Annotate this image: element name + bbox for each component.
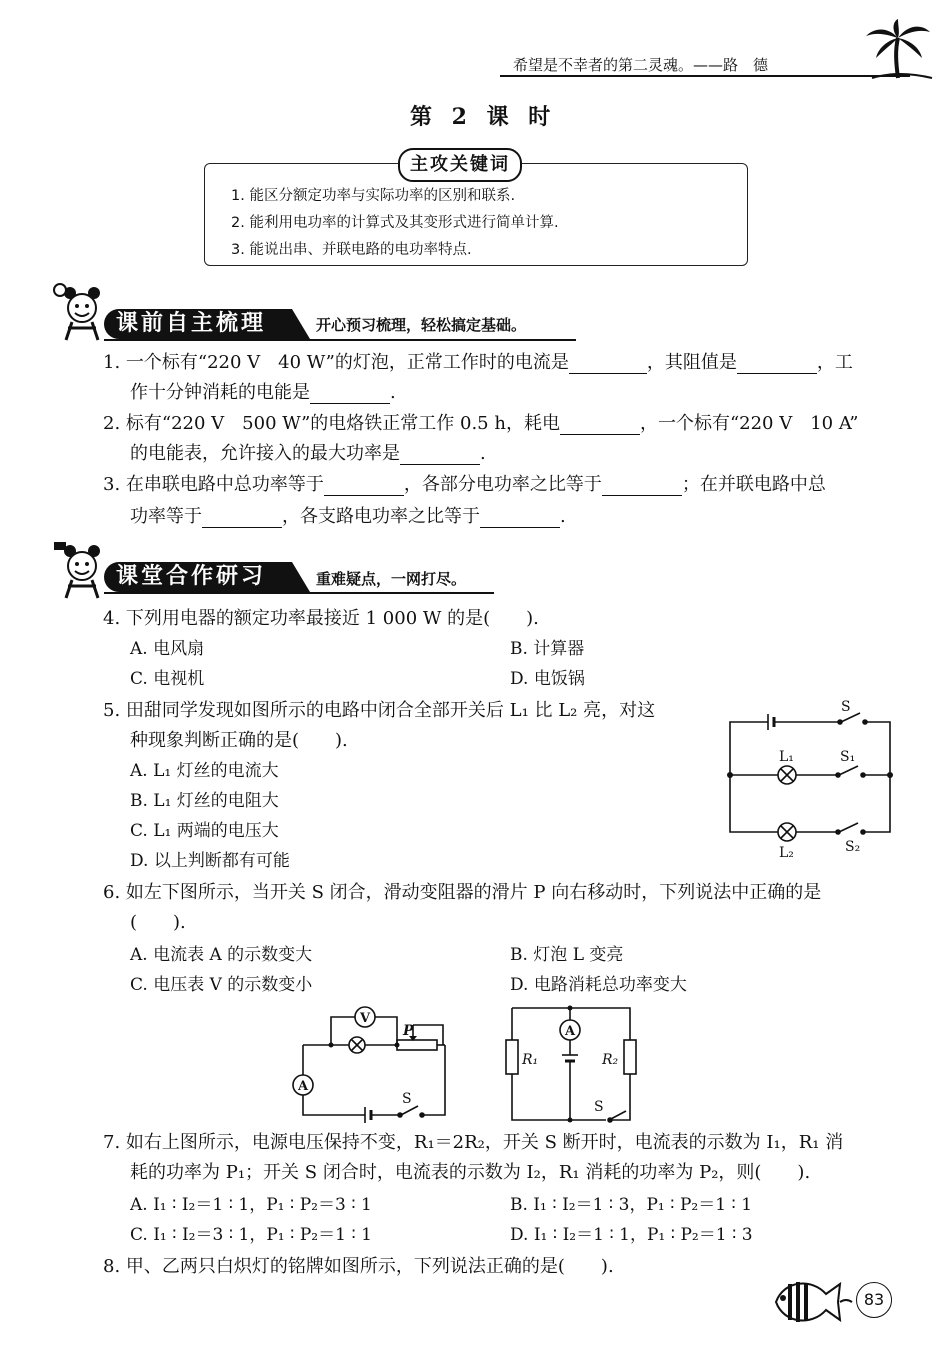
label-a: A xyxy=(565,1024,576,1039)
option-c[interactable]: C. 电压表 V 的示数变小 xyxy=(130,975,313,995)
question-7: 7. 如右上图所示，电源电压保持不变，R₁＝2R₂，开关 S 断开时，电流表的示数为 I₁，R₁ 消 xyxy=(103,1132,844,1153)
option-c[interactable]: C. I₁ ∶ I₂＝3 ∶ 1，P₁ ∶ P₂＝1 ∶ 1 xyxy=(130,1225,372,1245)
option-b[interactable]: B. L₁ 灯丝的电阻大 xyxy=(130,791,279,811)
option-a[interactable]: A. L₁ 灯丝的电流大 xyxy=(130,761,279,781)
question-5-cont: 种现象判断正确的是( ). xyxy=(130,730,348,751)
section-rule xyxy=(104,339,576,341)
q3-text: ；在并联电路中总 xyxy=(681,474,826,495)
answer-blank[interactable] xyxy=(737,355,817,374)
objectives-badge: 主攻关键词 xyxy=(398,148,522,182)
banner-tail xyxy=(284,309,314,339)
q2-text: 2. 标有“220 V 500 W”的电烙铁正常工作 0.5 h，耗电 xyxy=(103,413,560,434)
answer-blank[interactable] xyxy=(569,355,647,374)
objective-item: 3. 能说出串、并联电路的电功率特点. xyxy=(231,242,472,258)
label-s: S xyxy=(594,1099,604,1115)
label-r2: R₂ xyxy=(602,1052,619,1068)
label-v: V xyxy=(360,1011,371,1026)
answer-blank[interactable] xyxy=(202,509,282,528)
q2-text: 的电能表，允许接入的最大功率是 xyxy=(130,443,400,464)
page-number: 83 xyxy=(856,1282,892,1318)
option-d[interactable]: D. 电路消耗总功率变大 xyxy=(510,975,687,995)
section-rule xyxy=(104,592,494,594)
mascot-icon xyxy=(52,282,112,344)
section-subtitle-class: 重难疑点，一网打尽。 xyxy=(316,570,467,588)
fish-icon xyxy=(768,1272,858,1332)
option-c[interactable]: C. L₁ 两端的电压大 xyxy=(130,821,279,841)
question-6-cont: ( ). xyxy=(130,912,186,933)
option-a[interactable]: A. 电流表 A 的示数变大 xyxy=(130,945,313,965)
section-subtitle-preview: 开心预习梳理，轻松搞定基础。 xyxy=(316,316,527,334)
question-1-cont xyxy=(130,382,396,404)
section-banner-class: 课堂合作研习 xyxy=(104,562,284,592)
q1-text: ，其阻值是 xyxy=(646,352,737,373)
answer-blank[interactable] xyxy=(602,477,682,496)
label-l1: L₁ xyxy=(779,749,794,765)
q2-text: ，一个标有“220 V 10 A” xyxy=(639,413,859,434)
q1-text: ，工 xyxy=(816,352,853,373)
answer-blank[interactable] xyxy=(400,446,480,465)
answer-blank[interactable] xyxy=(324,477,404,496)
q3-text: ，各部分电功率之比等于 xyxy=(403,474,602,495)
option-d[interactable]: D. 电饭锅 xyxy=(510,669,585,689)
circuit-figure-q7 xyxy=(500,1000,645,1125)
q1-text: . xyxy=(390,382,396,403)
question-5: 5. 田甜同学发现如图所示的电路中闭合全部开关后 L₁ 比 L₂ 亮，对这 xyxy=(103,700,656,721)
option-b[interactable]: B. 计算器 xyxy=(510,639,585,659)
option-d[interactable]: D. I₁ ∶ I₂＝1 ∶ 1，P₁ ∶ P₂＝1 ∶ 3 xyxy=(510,1225,753,1245)
q3-text: ，各支路电功率之比等于 xyxy=(282,506,480,527)
circuit-figure-q6 xyxy=(285,1005,460,1125)
q2-text: . xyxy=(480,443,486,464)
objective-item: 2. 能利用电功率的计算式及其变形式进行简单计算. xyxy=(231,215,559,231)
mascot-icon xyxy=(52,540,112,602)
label-p: P xyxy=(403,1023,414,1039)
q3-text: 功率等于 xyxy=(130,506,202,527)
option-b[interactable]: B. I₁ ∶ I₂＝1 ∶ 3，P₁ ∶ P₂＝1 ∶ 1 xyxy=(510,1195,753,1215)
answer-blank[interactable] xyxy=(560,416,640,435)
label-r1: R₁ xyxy=(522,1052,539,1068)
answer-blank[interactable] xyxy=(310,385,390,404)
question-8: 8. 甲、乙两只白炽灯的铭牌如图所示，下列说法正确的是( ). xyxy=(103,1256,614,1277)
page-title: 第 2 课 时 xyxy=(410,104,557,130)
question-2 xyxy=(103,413,858,435)
question-3-cont xyxy=(130,506,566,528)
question-1 xyxy=(103,352,853,374)
question-4: 4. 下列用电器的额定功率最接近 1 000 W 的是( ). xyxy=(103,608,539,629)
option-a[interactable]: A. I₁ ∶ I₂＝1 ∶ 1，P₁ ∶ P₂＝3 ∶ 1 xyxy=(130,1195,372,1215)
objective-item: 1. 能区分额定功率与实际功率的区别和联系. xyxy=(231,188,516,204)
label-l2: L₂ xyxy=(779,845,794,861)
label-s: S xyxy=(841,699,851,715)
header-quote: 希望是不幸者的第二灵魂。——路 德 xyxy=(513,56,769,74)
option-d[interactable]: D. 以上判断都有可能 xyxy=(130,851,290,871)
label-s2: S₂ xyxy=(845,839,861,855)
banner-tail xyxy=(284,562,314,592)
circuit-figure-q5 xyxy=(720,695,900,863)
q3-text: 3. 在串联电路中总功率等于 xyxy=(103,474,324,495)
option-b[interactable]: B. 灯泡 L 变亮 xyxy=(510,945,624,965)
q1-text: 作十分钟消耗的电能是 xyxy=(130,382,310,403)
q1-text: 1. 一个标有“220 V 40 W”的灯泡，正常工作时的电流是 xyxy=(103,352,569,373)
answer-blank[interactable] xyxy=(480,509,560,528)
question-2-cont xyxy=(130,443,486,465)
label-s1: S₁ xyxy=(840,749,856,765)
option-a[interactable]: A. 电风扇 xyxy=(130,639,205,659)
question-6: 6. 如左下图所示，当开关 S 闭合，滑动变阻器的滑片 P 向右移动时，下列说法中正确的是 xyxy=(103,882,822,903)
option-c[interactable]: C. 电视机 xyxy=(130,669,205,689)
palm-tree-icon xyxy=(862,18,934,80)
header-rule xyxy=(500,75,910,77)
question-7-cont: 耗的功率为 P₁；开关 S 闭合时，电流表的示数为 I₂，R₁ 消耗的功率为 P₂，则( ). xyxy=(130,1162,811,1183)
q3-text: . xyxy=(560,506,566,527)
section-banner-preview: 课前自主梳理 xyxy=(104,309,284,339)
label-s: S xyxy=(402,1091,412,1107)
label-a: A xyxy=(298,1079,309,1094)
question-3 xyxy=(103,474,826,496)
